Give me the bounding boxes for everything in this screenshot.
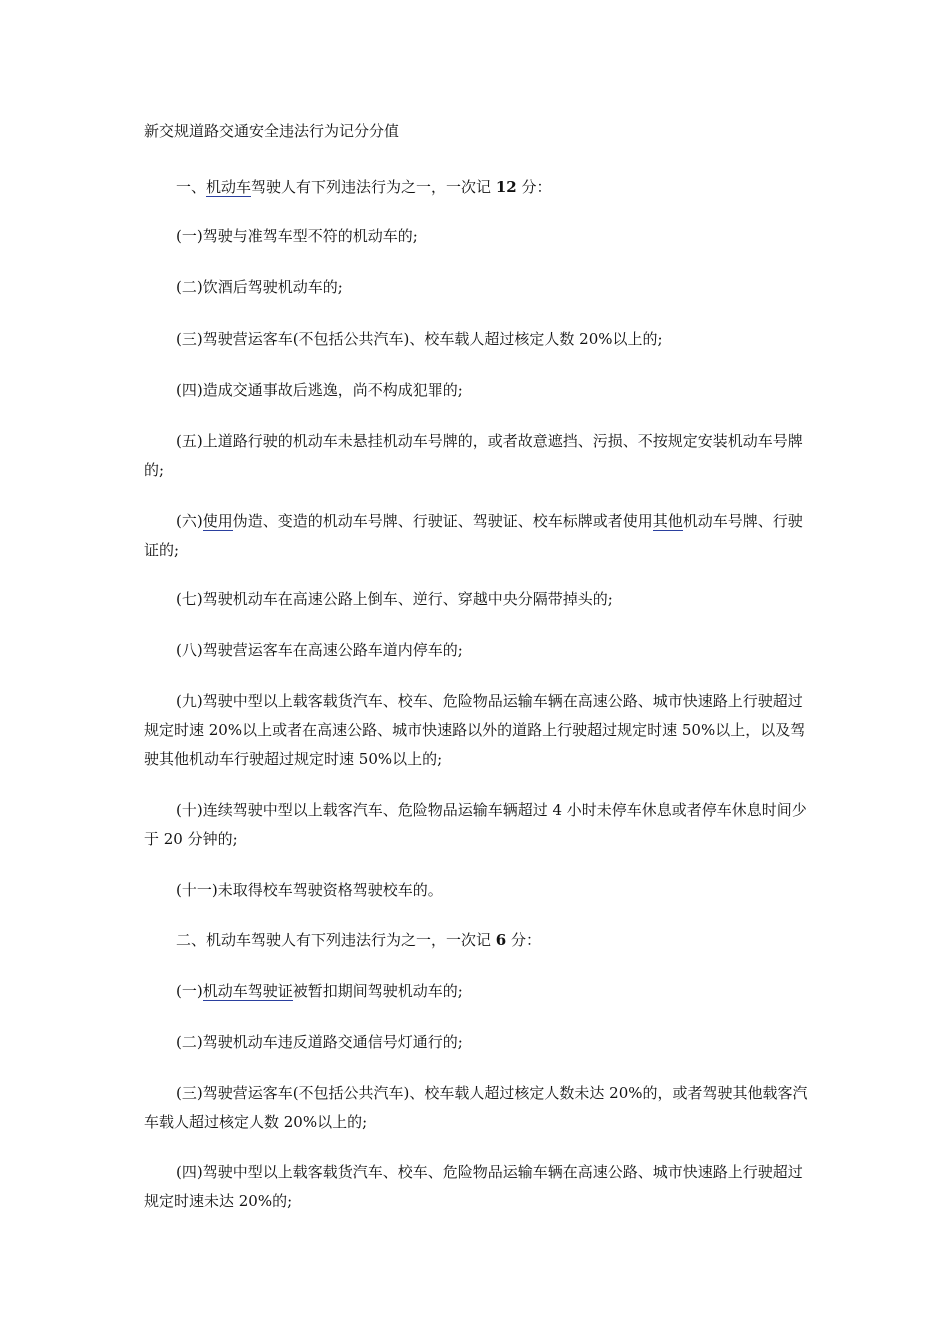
s1-item-5: (五)上道路行驶的机动车未悬挂机动车号牌的，或者故意遮挡、污损、不按规定安装机动车号牌的; [144, 432, 803, 479]
link-motor-vehicle[interactable]: 机动车 [206, 178, 252, 196]
document-title: 新交规道路交通安全违法行为记分分值 [144, 122, 400, 140]
section-1-heading [144, 173, 812, 202]
s1-item-8: (八)驾驶营运客车在高速公路车道内停车的; [176, 641, 463, 659]
s1-item-10: (十)连续驾驶中型以上载客汽车、危险物品运输车辆超过 4 小时未停车休息或者停车休息时间少于 20 分钟的; [144, 801, 807, 848]
section-2-points: 6 [495, 931, 507, 949]
section-1-suffix: 分： [516, 178, 552, 196]
s1-item-9: (九)驾驶中型以上载客载货汽车、校车、危险物品运输车辆在高速公路、城市快速路上行驶超过规定时速 20%以上或者在高速公路、城市快速路以外的道路上行驶超过规定时速 50%以上，以及驾驶其他机动车行驶超过规定时速 50%以上的; [144, 692, 806, 768]
s1-item-11: (十一)未取得校车驾驶资格驾驶校车的。 [176, 881, 443, 899]
section-1-text: 驾驶人有下列违法行为之一，一次记 [251, 178, 496, 196]
s1-item-6-prefix: (六) [176, 512, 203, 530]
s2-item-1 [144, 977, 812, 1006]
section-2-heading [144, 926, 812, 955]
s2-item-1-prefix: (一) [176, 982, 203, 1000]
section-2-text: 二、机动车驾驶人有下列违法行为之一，一次记 [176, 931, 496, 949]
s1-item-6-suffix: 机动车号牌、行驶证的; [144, 512, 803, 559]
section-1-points: 12 [495, 178, 517, 196]
s1-item-6-text: 伪造、变造的机动车号牌、行驶证、驾驶证、校车标牌或者使用 [232, 512, 653, 530]
s1-item-6 [144, 507, 812, 565]
s2-item-1-text: 被暂扣期间驾驶机动车的; [292, 982, 463, 1000]
section-1-prefix: 一、 [176, 178, 207, 196]
link-driver-license[interactable]: 机动车驾驶证 [202, 982, 293, 1000]
section-2-suffix: 分： [506, 931, 541, 949]
s1-item-7: (七)驾驶机动车在高速公路上倒车、逆行、穿越中央分隔带掉头的; [176, 590, 613, 608]
s2-item-4: (四)驾驶中型以上载客载货汽车、校车、危险物品运输车辆在高速公路、城市快速路上行驶超过规定时速未达 20%的; [144, 1163, 803, 1210]
s2-item-3: (三)驾驶营运客车(不包括公共汽车)、校车载人超过核定人数未达 20%的，或者驾驶其他载客汽车载人超过核定人数 20%以上的; [144, 1084, 808, 1131]
link-use[interactable]: 使用 [202, 512, 233, 530]
link-other[interactable]: 其他 [652, 512, 683, 530]
s1-item-2: (二)饮酒后驾驶机动车的; [176, 278, 343, 296]
s2-item-2: (二)驾驶机动车违反道路交通信号灯通行的; [176, 1033, 463, 1051]
s1-item-4: (四)造成交通事故后逃逸，尚不构成犯罪的; [176, 381, 463, 399]
s1-item-3: (三)驾驶营运客车(不包括公共汽车)、校车载人超过核定人数 20%以上的; [176, 330, 663, 348]
s1-item-1: (一)驾驶与准驾车型不符的机动车的; [176, 227, 418, 245]
